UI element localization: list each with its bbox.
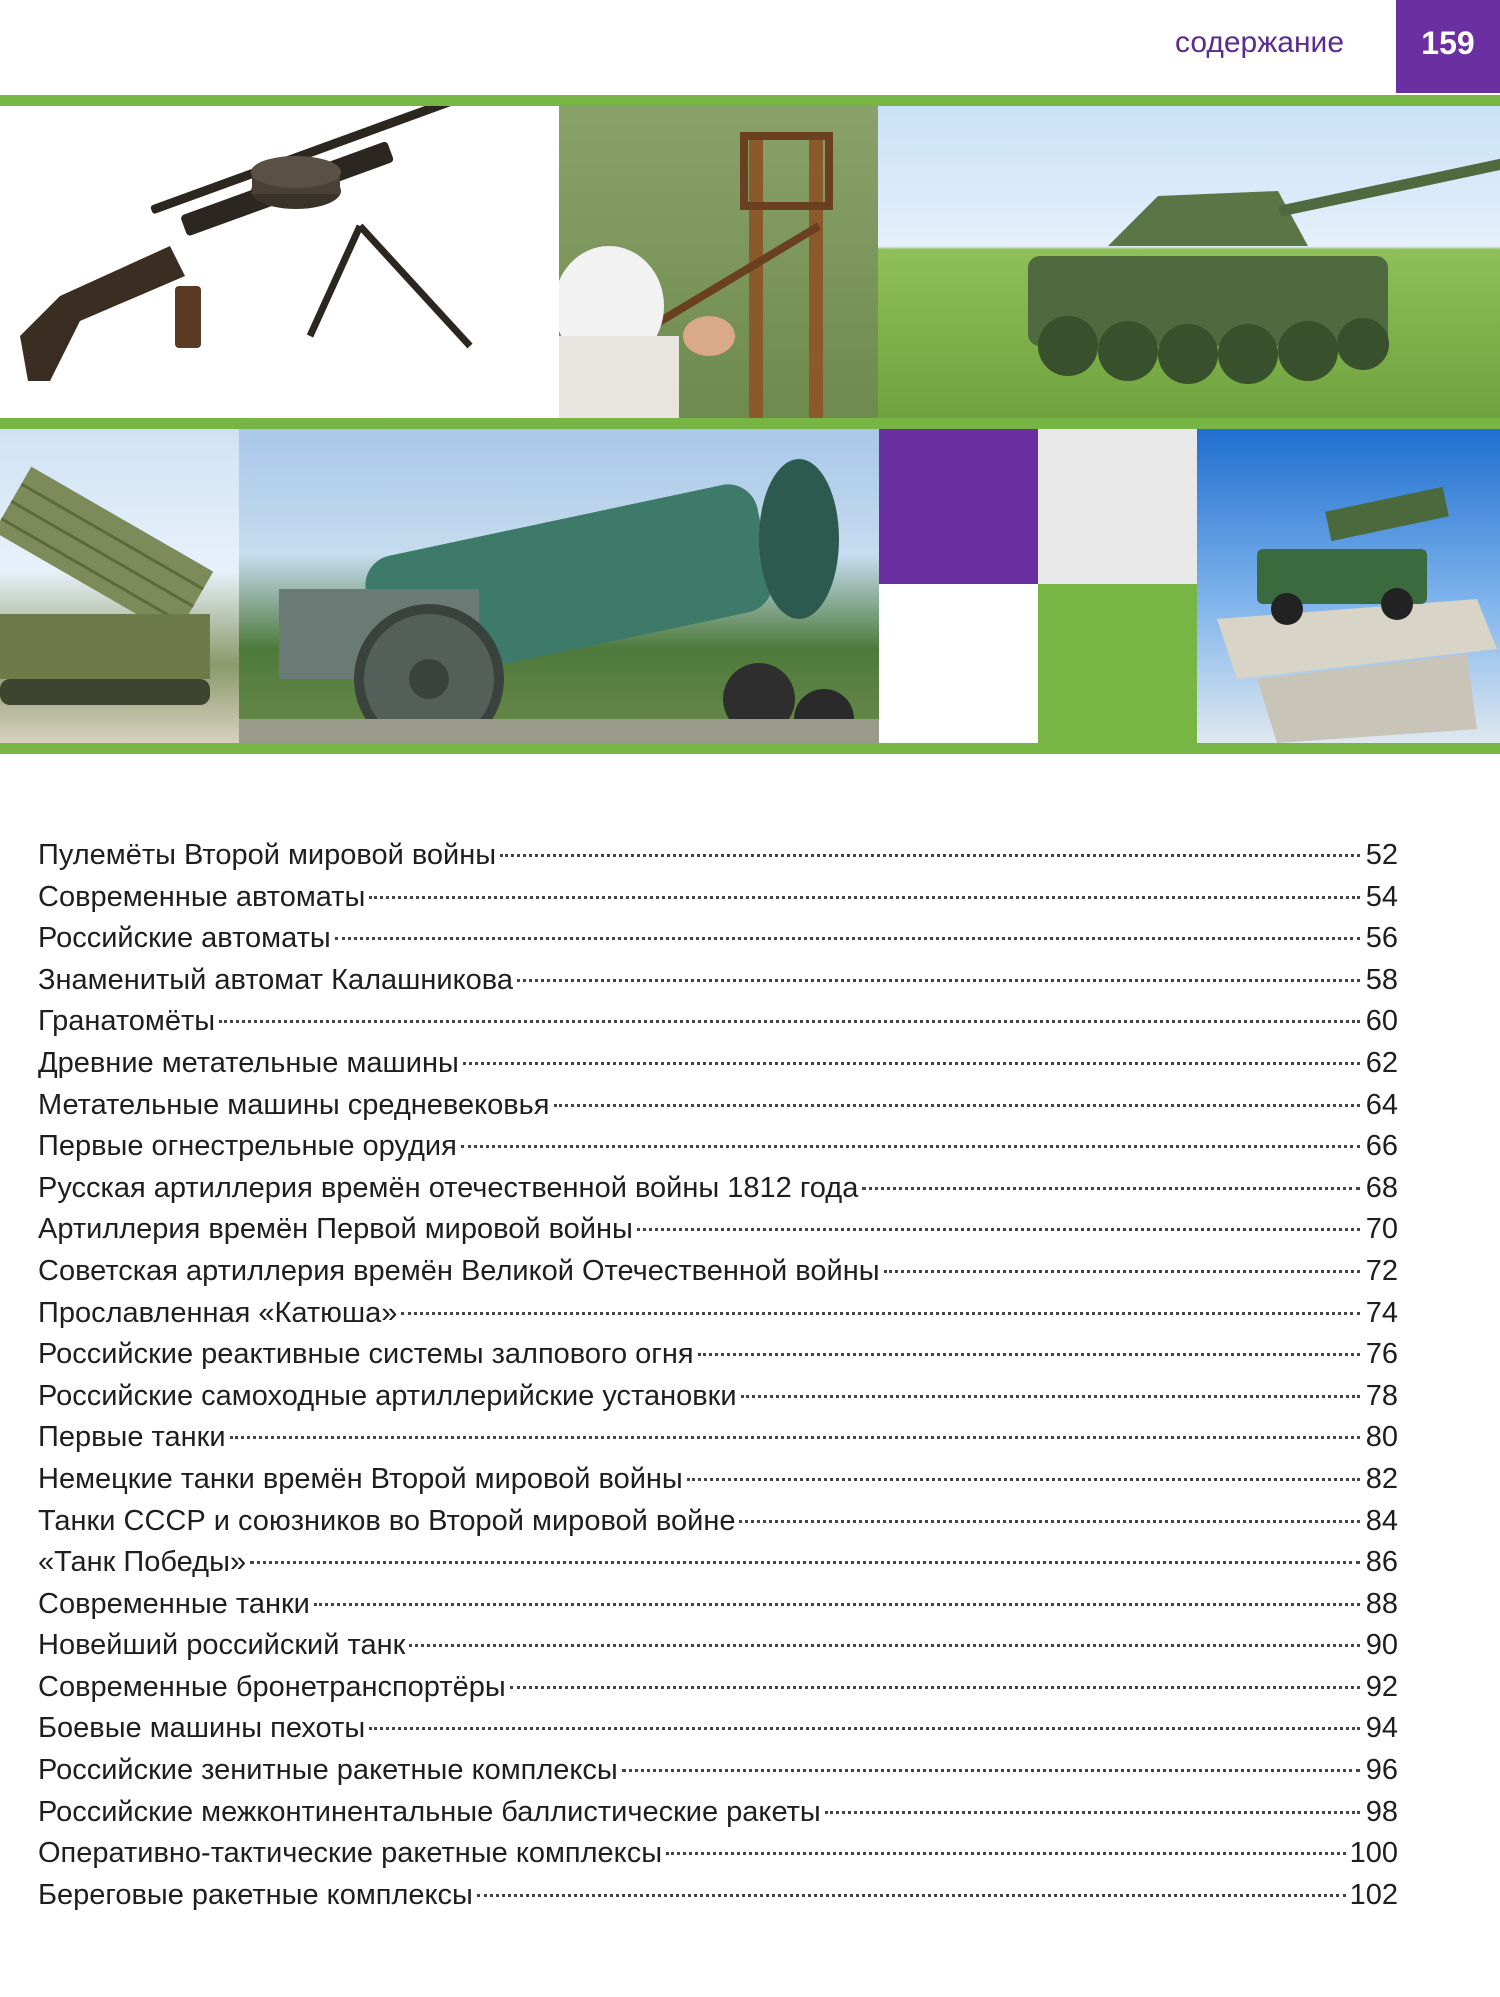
toc-entry-page: 80 (1365, 1421, 1398, 1454)
toc-entry-page: 100 (1349, 1837, 1398, 1870)
toc-entry[interactable] (38, 1001, 1398, 1043)
toc-entry-page: 84 (1365, 1504, 1398, 1537)
toc-entry-title: Немецкие танки времён Второй мировой войны (38, 1462, 683, 1495)
toc-entry-page: 94 (1365, 1712, 1398, 1745)
toc-entry-title: Советская артиллерия времён Великой Отечественной войны (38, 1254, 880, 1287)
toc-entry-title: Метательные машины средневековья (38, 1088, 550, 1121)
toc-dot-leader (741, 1395, 1360, 1398)
toc-entry-page: 54 (1365, 880, 1398, 913)
toc-dot-leader (463, 1062, 1360, 1065)
toc-entry[interactable] (38, 1126, 1398, 1168)
toc-entry[interactable] (38, 1209, 1398, 1251)
toc-entry-page: 86 (1365, 1546, 1398, 1579)
toc-dot-leader (250, 1561, 1360, 1564)
white-color-block (879, 584, 1038, 743)
toc-dot-leader (637, 1228, 1360, 1231)
katyusha-monument-photo (1197, 429, 1500, 743)
toc-entry-title: Российские автоматы (38, 922, 331, 955)
toc-entry-page: 96 (1365, 1754, 1398, 1787)
toc-dot-leader (510, 1686, 1360, 1689)
toc-entry-title: Российские зенитные ракетные комплексы (38, 1754, 618, 1787)
toc-entry-title: Пулемёты Второй мировой войны (38, 839, 497, 871)
toc-entry-title: Современные бронетранспортёры (38, 1670, 506, 1703)
toc-entry-title: Боевые машины пехоты (38, 1712, 366, 1745)
t34-tank-photo (878, 106, 1500, 418)
toc-dot-leader (825, 1811, 1360, 1814)
toc-entry[interactable] (38, 1792, 1398, 1834)
toc-dot-leader (219, 1020, 1360, 1023)
toc-entry-title: Танки СССР и союзников во Второй мировой войне (38, 1504, 736, 1537)
toc-entry-title: Современные танки (38, 1587, 310, 1620)
toc-dot-leader (477, 1894, 1346, 1897)
page-number-badge: 159 (1396, 0, 1500, 93)
toc-entry-page: 70 (1365, 1213, 1398, 1246)
toc-entry-page: 64 (1365, 1088, 1398, 1121)
toc-entry-page: 66 (1365, 1130, 1398, 1163)
toc-entry-title: Оперативно-тактические ракетные комплексы (38, 1837, 663, 1870)
toc-entry-title: Первые танки (38, 1421, 226, 1454)
toc-entry[interactable] (38, 1750, 1398, 1792)
missile-launcher-photo (0, 429, 239, 743)
toc-entry-title: Гранатомёты (38, 1005, 216, 1038)
toc-entry[interactable] (38, 1085, 1398, 1127)
toc-entry-page: 56 (1365, 922, 1398, 955)
toc-entry[interactable] (38, 1833, 1398, 1875)
toc-entry-title: Российские реактивные системы залпового огня (38, 1338, 694, 1371)
table-of-contents (38, 835, 1398, 1916)
tsar-cannon-photo (239, 429, 879, 743)
green-color-block (1038, 584, 1197, 743)
toc-entry-title: Древние метательные машины (38, 1046, 459, 1079)
toc-entry-title: Российские межконтинентальные баллистические ракеты (38, 1795, 821, 1828)
toc-entry-title: Береговые ракетные комплексы (38, 1878, 473, 1911)
toc-dot-leader (739, 1520, 1360, 1523)
toc-entry-page: 92 (1365, 1670, 1398, 1703)
toc-dot-leader (698, 1353, 1360, 1356)
toc-entry[interactable] (38, 877, 1398, 919)
toc-dot-leader (884, 1270, 1360, 1273)
toc-entry-title: Прославленная «Катюша» (38, 1296, 398, 1329)
toc-entry-page: 68 (1365, 1171, 1398, 1204)
toc-dot-leader (230, 1436, 1360, 1439)
middle-green-band (0, 418, 1500, 429)
toc-entry-title: Современные автоматы (38, 880, 366, 913)
toc-entry[interactable] (38, 1251, 1398, 1293)
toc-dot-leader (314, 1603, 1360, 1606)
toc-entry[interactable] (38, 1542, 1398, 1584)
toc-entry-title: Новейший российский танк (38, 1629, 406, 1662)
toc-entry[interactable] (38, 1417, 1398, 1459)
toc-dot-leader (335, 937, 1360, 940)
section-title: содержание (1175, 26, 1344, 59)
toc-entry[interactable] (38, 1293, 1398, 1335)
toc-entry[interactable] (38, 1501, 1398, 1543)
toc-dot-leader (862, 1187, 1360, 1190)
toc-entry[interactable] (38, 1043, 1398, 1085)
toc-entry-page: 60 (1365, 1005, 1398, 1038)
toc-entry[interactable] (38, 1708, 1398, 1750)
toc-entry[interactable] (38, 1459, 1398, 1501)
toc-entry-page: 102 (1349, 1878, 1398, 1911)
toc-dot-leader (369, 1727, 1360, 1730)
toc-entry-page: 62 (1365, 1046, 1398, 1079)
toc-entry[interactable] (38, 1625, 1398, 1667)
top-green-band (0, 95, 1500, 106)
toc-entry-page: 78 (1365, 1379, 1398, 1412)
toc-entry-page: 52 (1365, 839, 1398, 871)
bottom-green-band (0, 743, 1500, 754)
toc-entry[interactable] (38, 1376, 1398, 1418)
toc-dot-leader (554, 1104, 1361, 1107)
toc-entry[interactable] (38, 1875, 1398, 1917)
toc-entry-page: 72 (1365, 1254, 1398, 1287)
catapult-reenactor-photo (559, 106, 878, 418)
toc-entry[interactable] (38, 1584, 1398, 1626)
toc-dot-leader (622, 1769, 1360, 1772)
machine-gun-photo (0, 106, 559, 418)
toc-entry-title: Российские самоходные артиллерийские установки (38, 1379, 737, 1412)
toc-entry-page: 98 (1365, 1795, 1398, 1828)
toc-dot-leader (369, 896, 1360, 899)
toc-dot-leader (666, 1852, 1346, 1855)
toc-dot-leader (500, 854, 1360, 857)
gray-color-block (1038, 429, 1197, 584)
toc-entry-title: Первые огнестрельные орудия (38, 1130, 457, 1163)
toc-entry[interactable] (38, 1334, 1398, 1376)
toc-entry[interactable] (38, 1168, 1398, 1210)
toc-entry-title: «Танк Победы» (38, 1546, 247, 1579)
toc-entry[interactable] (38, 960, 1398, 1002)
toc-entry-page: 76 (1365, 1338, 1398, 1371)
toc-dot-leader (461, 1145, 1360, 1148)
toc-dot-leader (401, 1312, 1360, 1315)
toc-entry[interactable] (38, 835, 1398, 877)
toc-entry-page: 82 (1365, 1462, 1398, 1495)
toc-entry-title: Русская артиллерия времён отечественной войны 1812 года (38, 1171, 859, 1204)
toc-entry-title: Знаменитый автомат Калашникова (38, 963, 513, 996)
toc-dot-leader (517, 979, 1360, 982)
toc-entry-page: 74 (1365, 1296, 1398, 1329)
toc-entry-title: Артиллерия времён Первой мировой войны (38, 1213, 633, 1246)
toc-entry[interactable] (38, 1667, 1398, 1709)
toc-entry-page: 58 (1365, 963, 1398, 996)
toc-entry[interactable] (38, 918, 1398, 960)
toc-dot-leader (409, 1644, 1360, 1647)
purple-color-block (879, 429, 1038, 584)
toc-entry-page: 90 (1365, 1629, 1398, 1662)
toc-dot-leader (687, 1478, 1360, 1481)
toc-entry-page: 88 (1365, 1587, 1398, 1620)
